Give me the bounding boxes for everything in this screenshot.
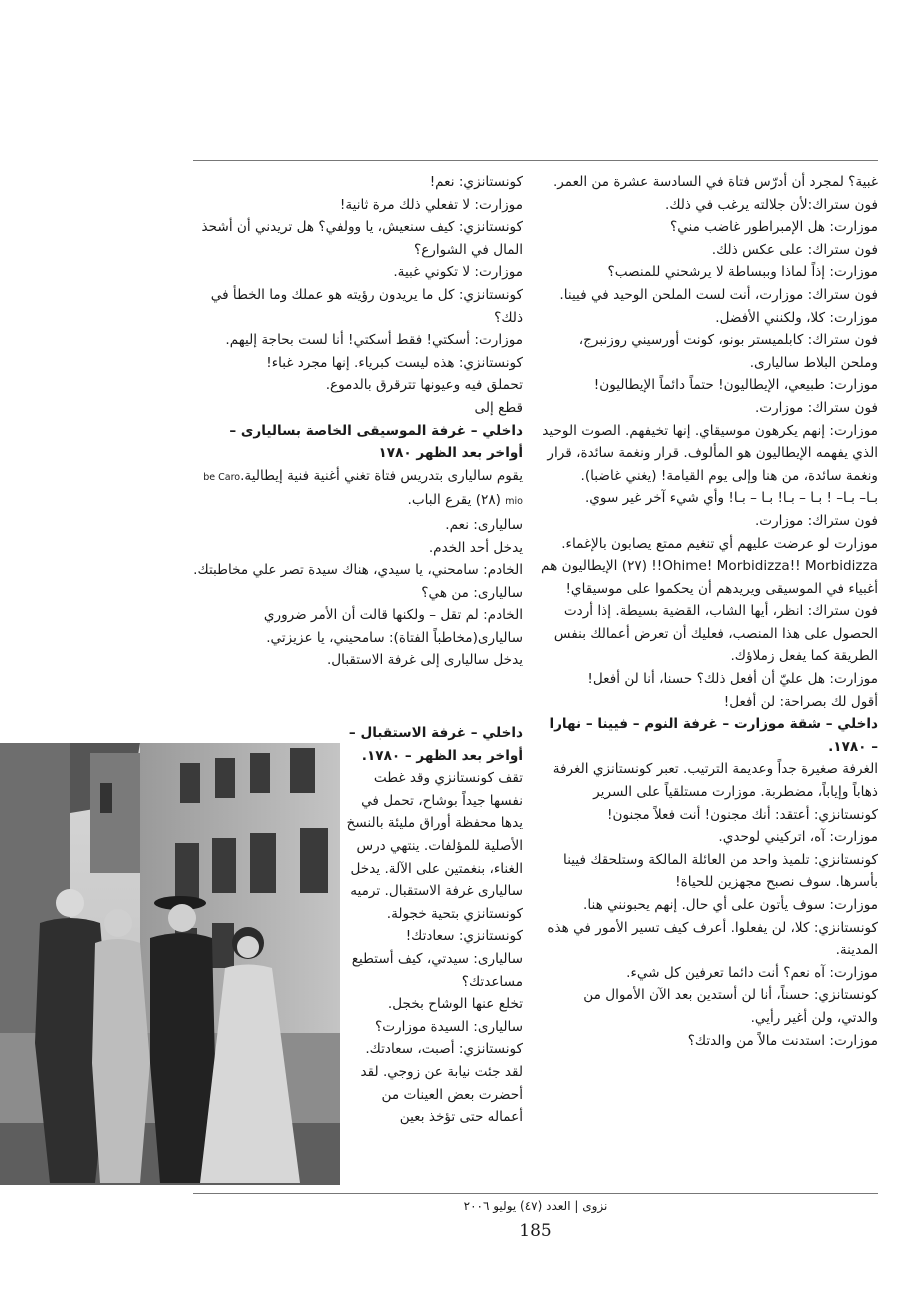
- paragraph: [345, 925, 523, 948]
- paragraph: [540, 984, 878, 1029]
- paragraph: [345, 1016, 523, 1039]
- paragraph: [540, 804, 878, 827]
- latin-phrase: be Caro mio: [203, 471, 523, 508]
- right-column: [540, 171, 878, 1052]
- paragraph-text: ساليارى: السيدة موزارت؟: [375, 1018, 523, 1035]
- paragraph-text: داخلي – غرفة الموسيقى الخاصة بساليارى – أواخر بعد الظهر ١٧٨٠: [229, 422, 523, 462]
- footer-issue-line: نزوى | العدد (٤٧) يوليو ٢٠٠٦: [463, 1199, 608, 1213]
- bottom-rule: [193, 1193, 878, 1194]
- paragraph: [540, 420, 878, 488]
- paragraph-text: فون ستراك: موزارت، أنت لست الملحن الوحيد في فيينا.: [559, 286, 878, 303]
- paragraph-text: موزارت: طبيعي، الإيطاليون! حتماً دائماً الإيطاليون!: [593, 377, 878, 394]
- paragraph: [540, 216, 878, 239]
- paragraph-text: يدخل ساليارى إلى غرفة الاستقبال.: [326, 652, 523, 669]
- paragraph: [540, 533, 878, 556]
- paragraph: [193, 216, 523, 261]
- paragraph: [345, 767, 523, 925]
- paragraph-text: كونستانزي: كل ما يريدون رؤيته هو عملك وما الخطأ في ذلك؟: [210, 286, 523, 326]
- paragraph-text: قطع إلى: [474, 399, 523, 416]
- paragraph-text: كونستانزي: حسناً، أنا لن أستدين بعد الآن الأموال من والدتي، ولن أغير رأيي.: [583, 987, 878, 1026]
- paragraph: [345, 722, 523, 767]
- paragraph-text: الغرفة صغيرة جداً وعديمة الترتيب. تعبر كونستانزي الغرفة ذهاباً وإياباً، مضطربة. موزارت مستلقياً على السرير: [552, 761, 878, 801]
- paragraph-text: أقول لك بصراحة: لن أفعل!: [723, 693, 878, 710]
- paragraph: [540, 849, 878, 894]
- paragraph: [540, 284, 878, 307]
- top-rule: [193, 160, 878, 161]
- paragraph: [345, 993, 523, 1016]
- paragraph: [540, 917, 878, 962]
- paragraph-text: تقف كونستانزي وقد غطت نفسها جيداً بوشاح، تحمل في يدها محفظة أوراق مليئة بالنسخ الأصلية للمؤلفات. ينتهي درس الغناء، بنغمتين على الآلة. يدخل ساليارى غرفة الاستقبال. ترميه كونستانزي بتحية خجولة.: [346, 770, 523, 922]
- paragraph: [193, 352, 523, 375]
- paragraph: [540, 239, 878, 262]
- paragraph-text: كونستانزي: كيف سنعيش، يا وولفي؟ هل تريدني أن أشحذ المال في الشوارع؟: [201, 219, 523, 258]
- paragraph: [193, 537, 523, 560]
- paragraph: [193, 465, 523, 514]
- paragraph: [193, 261, 523, 284]
- paragraph-text: كونستانزي: أصبت، سعادتك. لقد جئت نيابة عن زوجي. لقد أحضرت بعض العينات من أعماله حتى تؤخذ بعين: [360, 1041, 523, 1126]
- paragraph-text: كونستانزي: هذه ليست كبرياء. إنها مجرد غباء!: [266, 354, 523, 371]
- paragraph-text: كونستانزي: سعادتك!: [405, 928, 523, 945]
- paragraph-text: تخلع عنها الوشاح بخجل.: [387, 996, 523, 1013]
- paragraph: [193, 374, 523, 397]
- paragraph: [193, 329, 523, 352]
- paragraph: [193, 514, 523, 537]
- paragraph-text: موزارت: لا تكوني غبية.: [393, 264, 523, 281]
- paragraph-text: موزارت: آه، اتركيني لوحدي.: [718, 829, 878, 846]
- paragraph: [540, 691, 878, 714]
- paragraph: [193, 649, 523, 672]
- paragraph-text: فون ستراك:لأن جلالته يرغب في ذلك.: [665, 196, 878, 213]
- paragraph-text: يقوم ساليارى بتدريس فتاة تغني أغنية فنية إيطالية.: [240, 467, 523, 484]
- paragraph-text: الخادم: لم تقل – ولكنها قالت أن الأمر ضروري: [263, 607, 523, 624]
- paragraph-text: داخلي – غرفة الاستقبال – أواخر بعد الظهر – ١٧٨٠.: [348, 725, 523, 764]
- paragraph: [193, 171, 523, 194]
- paragraph-text: موزارت: آه نعم؟ أنت دائما تعرفين كل شيء.: [626, 964, 878, 981]
- paragraph: [540, 1030, 878, 1053]
- paragraph-text: كونستانزي: نعم!: [429, 174, 523, 190]
- paragraph-text: موزارت: سوف يأتون على أي حال. إنهم يحبونني هنا.: [583, 897, 878, 913]
- paragraph-text: موزارت: هل عليّ أن أفعل ذلك؟ حسنا، أنا لن أفعل!: [587, 671, 878, 688]
- paragraph: [345, 948, 523, 993]
- paragraph: [193, 397, 523, 420]
- paragraph-text: موزارت: استدنت مالاً من والدتك؟: [687, 1032, 878, 1049]
- paragraph-text: موزارت: لا تفعلي ذلك مرة ثانية!: [339, 196, 523, 213]
- paragraph: [540, 194, 878, 217]
- paragraph: [540, 826, 878, 849]
- paragraph: [540, 487, 878, 510]
- paragraph-text: ساليارى: من هي؟: [421, 584, 523, 601]
- paragraph: [540, 962, 878, 985]
- paragraph-text: يدخل أحد الخدم.: [428, 539, 523, 556]
- paragraph: [193, 582, 523, 605]
- paragraph-text: فون ستراك: موزارت.: [754, 399, 878, 416]
- paragraph: [540, 894, 878, 917]
- paragraph-text: Ohime! Morbidizza!! Morbidizza!! (٢٧) الإيطاليون هم أغبياء في الموسيقى ويريدهم أن يحكموا على موسيقاي!: [541, 558, 878, 597]
- paragraph-text: كونستانزي: كلا، لن يفعلوا. أعرف كيف تسير الأمور في هذه المدينة.: [547, 919, 878, 959]
- paragraph-text: ساليارى: سيدتي، كيف أستطيع مساعدتك؟: [351, 950, 523, 990]
- paragraph: [193, 420, 523, 465]
- paragraph-text: فون ستراك: على عكس ذلك.: [711, 241, 878, 258]
- paragraph-text: فون ستراك: انظر، أيها الشاب، القضية بسيطة. إذا أردت الحصول على هذا المنصب، فعليك أن تعرض أعمالك بنفس الطريقة كما يفعل زملاؤك.: [553, 603, 878, 665]
- paragraph-text: الخادم: سامحني، يا سيدي، هناك سيدة تصر علي مخاطبتك.: [193, 562, 523, 579]
- paragraph: [540, 397, 878, 420]
- paragraph: [540, 329, 878, 374]
- paragraph-text: موزارت: أسكتي! فقط أسكتي! أنا لست بحاجة إليهم.: [225, 332, 523, 349]
- paragraph: [345, 1038, 523, 1128]
- paragraph-text-continued: (٢٨) يقرع الباب.: [407, 492, 506, 509]
- paragraph-text: ساليارى(مخاطباً الفتاة): سامحيني، يا عزيزتي.: [266, 629, 523, 646]
- paragraph-text: كونستانزي: أعتقد: أنك مجنون! أنت فعلاً مجنون!: [607, 806, 878, 823]
- paragraph-text: فون ستراك: كابلميستر بونو، كونت أورسيني روزنبرج، وملحن البلاط ساليارى.: [578, 332, 878, 371]
- paragraph-text: موزارت: إذاً لماذا وببساطة لا يرشحني للمنصب؟: [607, 264, 878, 281]
- paragraph-text: تحملق فيه وعيونها تترقرق بالدموع.: [325, 377, 523, 394]
- paragraph: [193, 604, 523, 627]
- paragraph: [540, 171, 878, 194]
- paragraph: [540, 510, 878, 533]
- paragraph: [540, 261, 878, 284]
- paragraph-text: موزارت: كلا، ولكنني الأفضل.: [715, 309, 878, 326]
- paragraph: [540, 374, 878, 397]
- paragraph-text: غبية؟ لمجرد أن أدرّس فتاة في السادسة عشرة من العمر.: [552, 174, 878, 190]
- paragraph-text: داخلي – شقة موزارت – غرفة النوم – فيينا – نهارا – ١٧٨٠.: [549, 716, 878, 755]
- page-number: 185: [519, 1221, 552, 1241]
- left-column-narrow: [345, 722, 523, 1129]
- paragraph: [193, 284, 523, 329]
- paragraph-text: موزارت: إنهم يكرهون موسيقاي. إنها تخيفهم. الصوت الوحيد الذي يفهمه الإيطاليون هو المألوف. قرار ونغمة سائدة، قرار ونغمة سائدة، من هنا وإلى يوم القيامة! (يغني غاضبا).: [542, 422, 878, 484]
- paragraph-text: فون ستراك: موزارت.: [754, 512, 878, 529]
- paragraph: [540, 668, 878, 691]
- paragraph: [193, 194, 523, 217]
- paragraph: [540, 307, 878, 330]
- film-still-photo: [0, 743, 340, 1185]
- paragraph: [193, 627, 523, 650]
- paragraph: [540, 758, 878, 803]
- paragraph-text: موزارت: هل الإمبراطور غاضب مني؟: [669, 219, 878, 236]
- paragraph-text: ساليارى: نعم.: [445, 516, 523, 533]
- paragraph: [540, 555, 878, 600]
- paragraph: [540, 713, 878, 758]
- paragraph-text: موزارت لو عرضت عليهم أي تنغيم ممتع يصابون بالإغماء.: [561, 535, 878, 552]
- left-column: [193, 171, 523, 672]
- paragraph-text: كونستانزي: تلميذ واحد من العائلة المالكة وستلحقك فيينا بأسرها. سوف نصبح مجهزين للحياة!: [563, 851, 878, 891]
- paragraph-text: بـا– بـا– ! بـا – بـا! بـا – بـا! وأي شيء آخر غير سوي.: [584, 490, 878, 507]
- paragraph: [193, 559, 523, 582]
- paragraph: [540, 600, 878, 668]
